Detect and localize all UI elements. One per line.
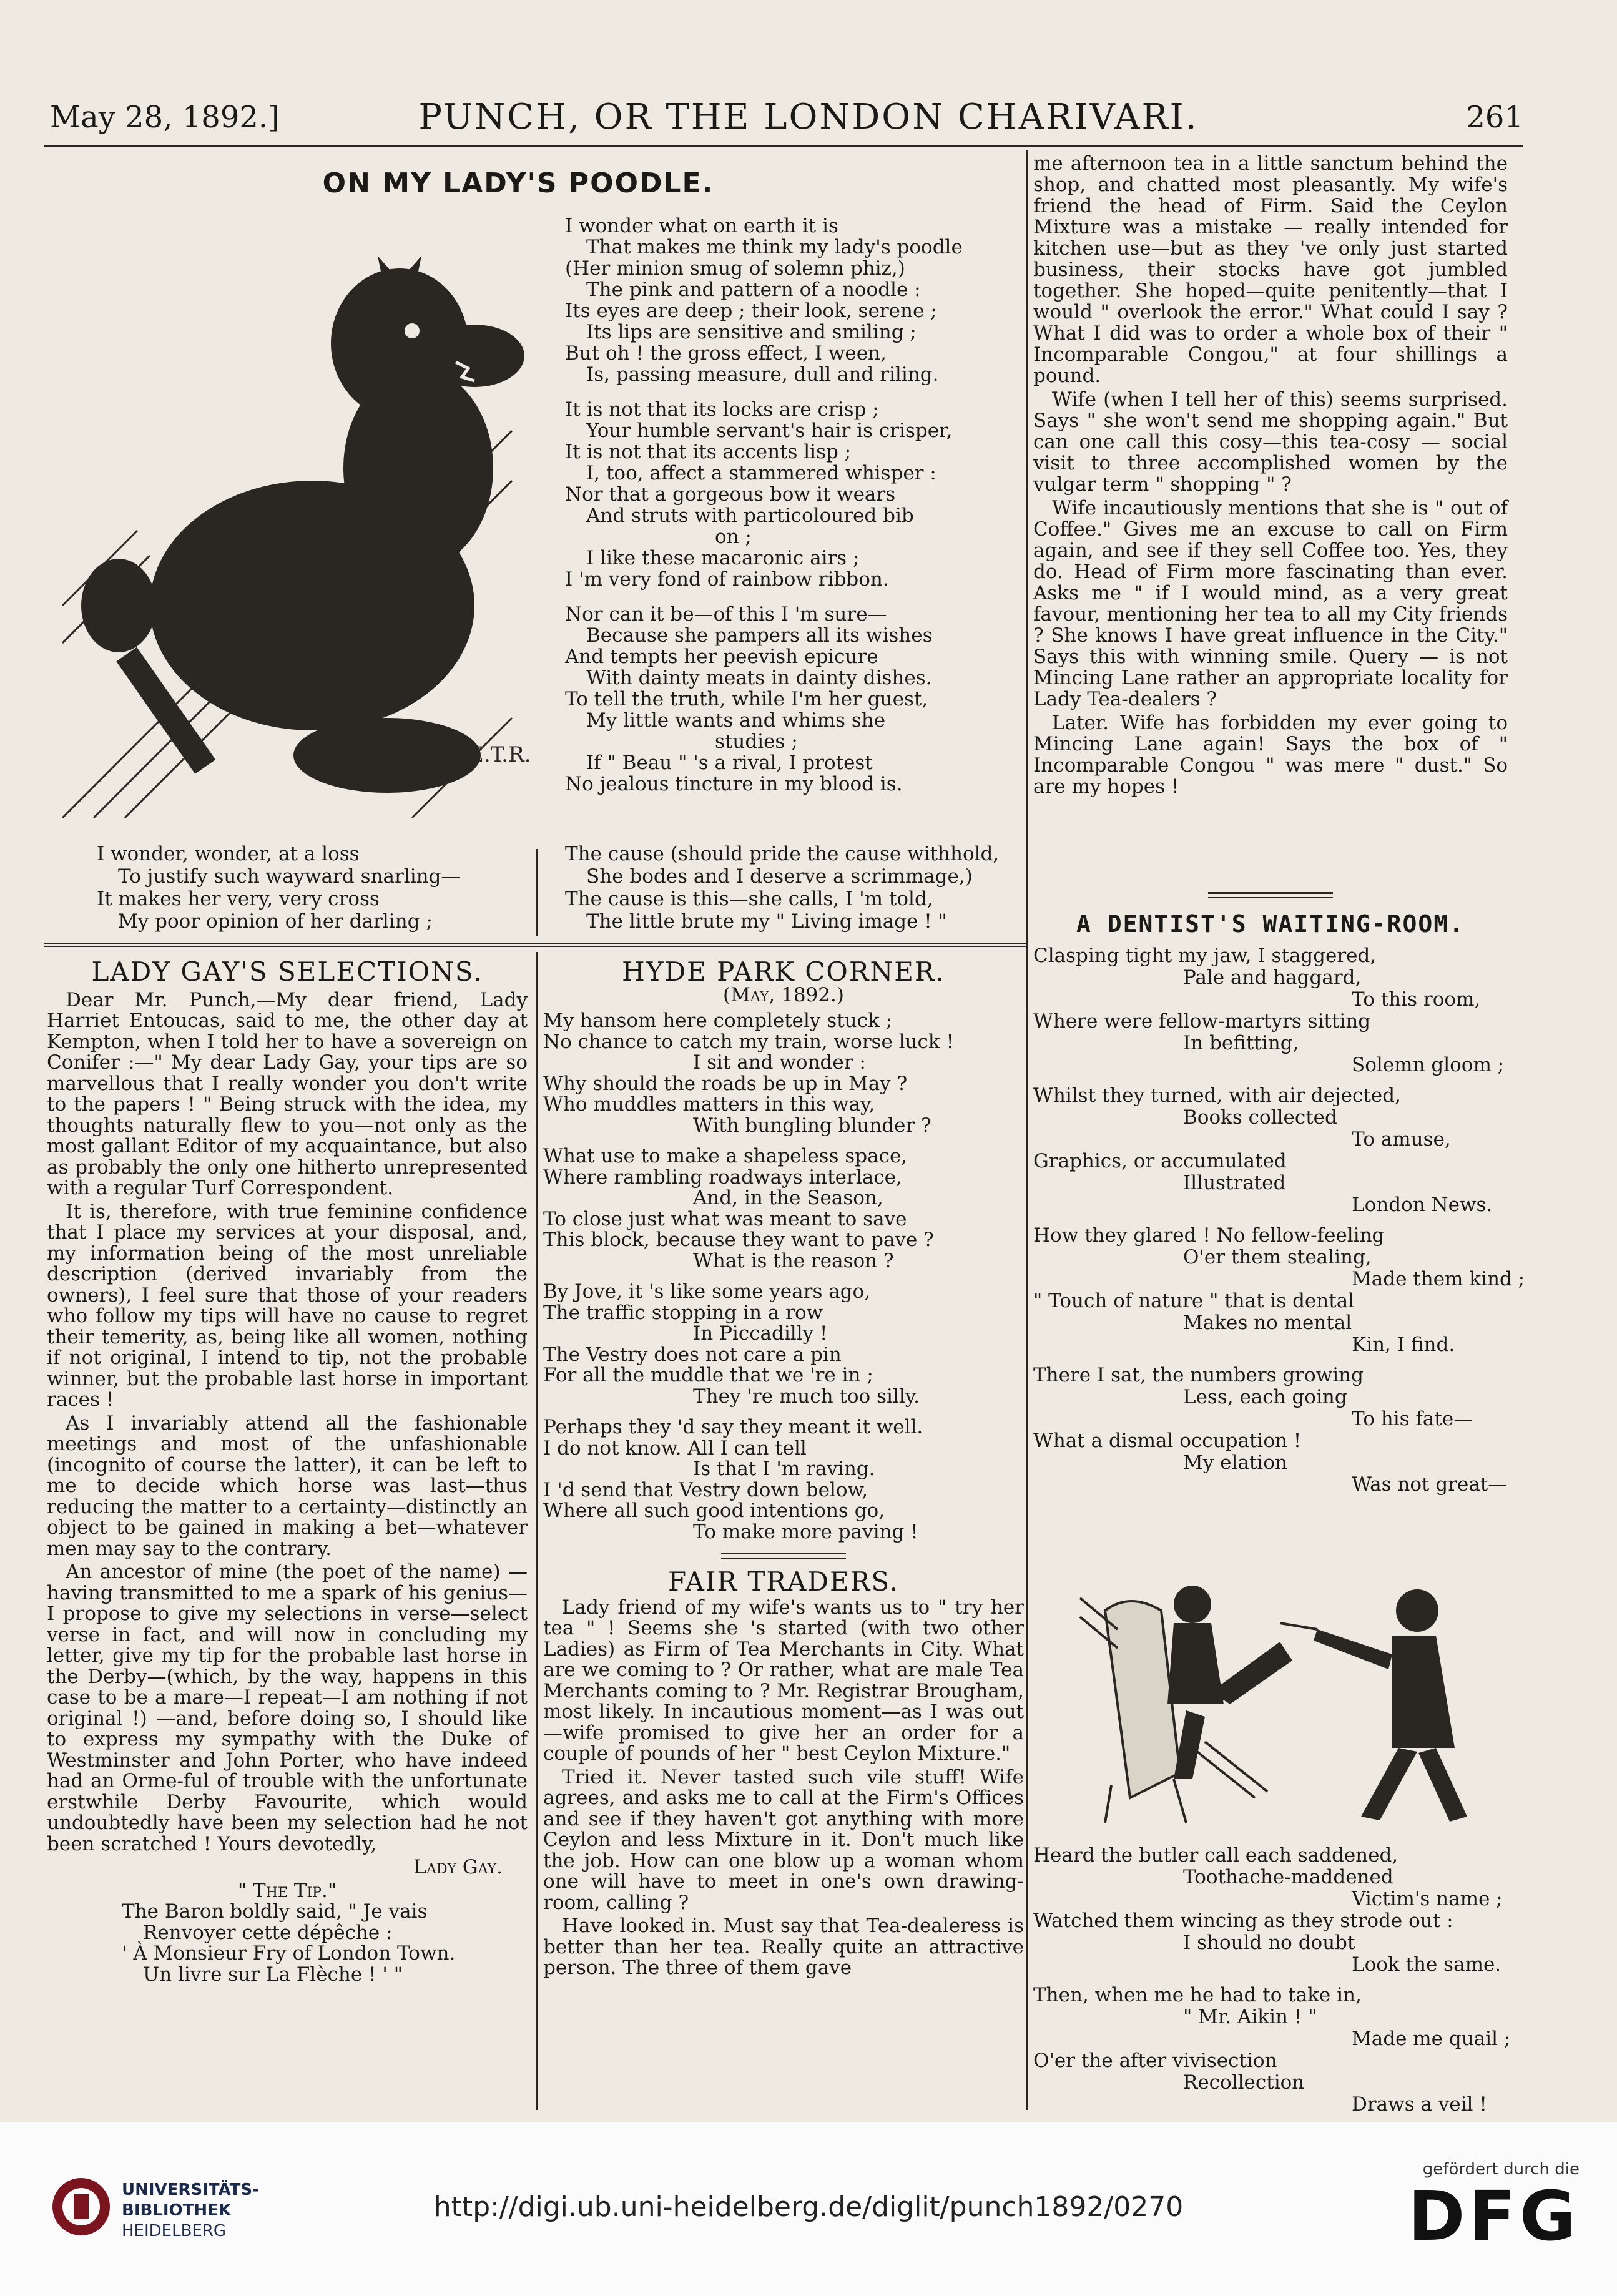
verse-line: That makes me think my lady's poodle [586, 236, 963, 258]
section-rule-upper [44, 943, 1026, 944]
fair-traders-title: FAIR TRADERS. [668, 1566, 899, 1597]
verse-line: Renvoyer cette dépêche : [143, 1921, 393, 1944]
verse-line: (Her minion smug of solemn phiz,) [565, 257, 905, 280]
hyde-park-verses [543, 1011, 1024, 1543]
funder-note: gefördert durch die [1422, 2160, 1580, 2179]
masthead-title: PUNCH, OR THE LONDON CHARIVARI. [418, 97, 1199, 137]
verse-line: It makes her very, very cross [97, 888, 380, 910]
column-rule-right [1026, 150, 1028, 2110]
verse-line: Its lips are sensitive and smiling ; [586, 321, 917, 343]
verse-line: Graphics, or accumulated [1033, 1150, 1287, 1172]
poodle-illustration [37, 206, 537, 830]
verse-line: To this room, [1352, 988, 1481, 1011]
verse-line: Illustrated [1183, 1172, 1286, 1194]
verse-line: The cause (should pride the cause withhold, [565, 843, 1000, 865]
verse-line: Heard the butler call each saddened, [1033, 1844, 1398, 1867]
verse-line: Your humble servant's hair is crisper, [586, 419, 953, 442]
page-number: 261 [1466, 100, 1523, 135]
lady-gay-block [47, 956, 528, 1986]
verse-line: studies ; [715, 730, 798, 753]
paragraph: Later. Wife has forbidden my ever going to Mincing Lane again! Says the box of " Incomparable Congou " was mere " dust." So are my hopes ! [1033, 712, 1508, 798]
verse-line: The Baron boldly said, " Je vais [122, 1900, 428, 1923]
dentist-block [1033, 877, 1525, 1504]
hyde-park-block [543, 956, 1024, 1981]
verse-line: " Touch of nature " that is dental [1033, 1290, 1355, 1312]
verse-line: Books collected [1183, 1106, 1337, 1129]
verse-line: There I sat, the numbers growing [1033, 1364, 1364, 1386]
verse-line: Kin, I find. [1352, 1333, 1455, 1356]
verse-line: It is not that its locks are crisp ; [565, 398, 879, 421]
verse-line: I should no doubt [1183, 1931, 1355, 1954]
lady-gay-signature: Lady Gay. [413, 1856, 503, 1878]
fair-traders-paragraphs [543, 1597, 1024, 1979]
verse-line: What a dismal occupation ! [1033, 1430, 1302, 1452]
fair-traders-continued [1033, 153, 1508, 800]
verse-line: I sit and wonder : [693, 1051, 866, 1074]
column-rule-short [536, 849, 538, 936]
verse-line: Un livre sur La Flèche ! ' " [143, 1963, 403, 1986]
verse-line: Because she pampers all its wishes [586, 624, 933, 647]
library-name-line2: BIBLIOTHEK [122, 2201, 232, 2220]
verse-line: Perhaps they 'd say they meant it well. [543, 1416, 923, 1438]
paragraph: Tried it. Never tasted such vile stuff! Wife agrees, and asks me to call at the Firm's Offices and see if they haven't got anything with more Ceylon and less Mixture in it. Don't much like the job. How can one blow up a woman whom one will have to meet in one's own drawing-room, calling ? [543, 1765, 1024, 1914]
library-name-line1: UNIVERSITÄTS- [122, 2181, 259, 2199]
verse-line: To justify such wayward snarling— [118, 865, 461, 888]
artist-mark: E.T.R. [468, 742, 531, 767]
library-name-line3: HEIDELBERG [122, 2222, 227, 2240]
verse-line: I do not know. All I can tell [543, 1436, 807, 1460]
verse-line: Nor can it be—of this I 'm sure— [565, 603, 887, 626]
verse-line: The little brute my " Living image ! " [586, 910, 947, 933]
dentist-illustration [1068, 1561, 1492, 1835]
lady-gay-title: LADY GAY'S SELECTIONS. [91, 956, 483, 987]
verse-line: What use to make a shapeless space, [543, 1145, 908, 1167]
verse-line: This block, because they want to pave ? [543, 1229, 934, 1251]
paragraph: Wife (when I tell her of this) seems surprised. Says " she won't send me shopping again." But can one call this cosy—this tea-cosy — social visit to three accomplished women by the vulgar term " shopping " ? [1033, 388, 1508, 496]
footer-bar [0, 2122, 1617, 2296]
verse-line: Made them kind ; [1352, 1268, 1525, 1290]
stanza [1033, 1365, 1508, 1496]
verse-line: I like these macaronic airs ; [586, 547, 860, 569]
stanza [565, 399, 1021, 590]
verse-line: In befitting, [1183, 1032, 1299, 1054]
verse-line: My little wants and whims she [586, 709, 886, 732]
verse-line: on ; [715, 526, 752, 548]
stanza [543, 1417, 1024, 1543]
verse-line: Then, when me he had to take in, [1033, 1984, 1362, 2006]
verse-line: She bodes and I deserve a scrimmage,) [586, 865, 973, 888]
verse-line: The pink and pattern of a noodle : [586, 278, 921, 301]
verse-line: Victim's name ; [1352, 1888, 1503, 1910]
stanza [1033, 1085, 1508, 1216]
section-divider [1208, 892, 1333, 898]
stanza [543, 1146, 1024, 1272]
source-url-link[interactable]: http://digi.ub.uni-heidelberg.de/diglit/punch1892/0270 [433, 2191, 1184, 2223]
paragraph: me afternoon tea in a little sanctum behind the shop, and chatted most pleasantly. My wife's friend the head of Firm. Said the Ceylon Mixture was a mistake — really intended for kitchen use—but as they 've only just started business, their stocks have got jumbled together. She hoped—quite penitently—that I would " overlook the error." What could I say ? What I did was to order a whole box of their " Incomparable Congou," at four shillings a pound. [1033, 152, 1508, 387]
tip-title: " The Tip." [237, 1879, 337, 1902]
verse-line: Recollection [1183, 2071, 1305, 2094]
verse-line: Is that I 'm raving. [693, 1458, 875, 1480]
verse-line: If " Beau " 's a rival, I protest [586, 752, 873, 774]
verse-line: London News. [1352, 1194, 1493, 1216]
stanza [1033, 1845, 1508, 1976]
stanza [565, 215, 1021, 385]
poodle-title: ON MY LADY'S POODLE. [322, 167, 714, 199]
poodle-left-stanza [97, 843, 528, 933]
verse-line: " Mr. Aikin ! " [1183, 2006, 1317, 2028]
verse-line: I 'm very fond of rainbow ribbon. [565, 568, 889, 591]
paragraph: Dear Mr. Punch,—My dear friend, Lady Harriet Entoucas, said to me, the other day at Kempton, when I told her to have a sovereign on Conifer :—" My dear Lady Gay, your tips are so marvellous that I really wonder you don't write to the papers ! " Being struck with the idea, my thoughts naturally flew to you—not only as the most gallant Editor of my acquaintance, but also as probably the only one hitherto unrepresented with a regular Turf Correspondent. [47, 988, 528, 1199]
verse-line: By Jove, it 's like some years ago, [543, 1280, 871, 1303]
column-rule-middle [536, 952, 538, 2110]
stanza [543, 1282, 1024, 1407]
verse-line: O'er the after vivisection [1033, 2049, 1277, 2072]
verse-line: I 'd send that Vestry down below, [543, 1478, 868, 1501]
verse-line: No chance to catch my train, worse luck ! [543, 1030, 955, 1053]
verse-line: To make more paving ! [693, 1520, 918, 1543]
stanza [1033, 1224, 1525, 1356]
verse-line: Draws a veil ! [1352, 2093, 1487, 2116]
tip-verse [47, 1901, 528, 1985]
hyde-park-subtitle: (May, 1892.) [723, 983, 844, 1006]
verse-line: No jealous tincture in my blood is. [565, 773, 903, 795]
verse-line: I wonder, wonder, at a loss [97, 843, 360, 865]
stanza [543, 1011, 1024, 1136]
issue-date: May 28, 1892.] [50, 100, 280, 135]
verse-line: The cause is this—she calls, I 'm told, [565, 888, 933, 910]
verse-line: Makes no mental [1183, 1312, 1352, 1334]
verse-line: Its eyes are deep ; their look, serene ; [565, 300, 937, 322]
verse-line: It is not that its accents lisp ; [565, 441, 852, 463]
verse-line: They 're much too silly. [693, 1385, 920, 1408]
verse-line: To tell the truth, while I'm her guest, [565, 688, 928, 710]
verse-line: Where were fellow-martyrs sitting [1033, 1010, 1371, 1033]
verse-line: My elation [1183, 1451, 1287, 1474]
verse-line: Nor that a gorgeous bow it wears [565, 483, 896, 506]
verse-line: How they glared ! No fellow-feeling [1033, 1224, 1385, 1247]
verse-line: I wonder what on earth it is [565, 215, 838, 237]
verse-line: Watched them wincing as they strode out : [1033, 1910, 1453, 1932]
verse-line: Solemn gloom ; [1352, 1054, 1505, 1076]
verse-line: What is the reason ? [693, 1249, 894, 1272]
section-rule-upper-2 [44, 946, 1026, 947]
verse-line: For all the muddle that we 're in ; [543, 1364, 873, 1386]
poodle-title-block [318, 167, 1018, 199]
masthead-rule [44, 145, 1523, 147]
verse-line: To amuse, [1352, 1128, 1451, 1150]
verse-line: Look the same. [1352, 1953, 1501, 1976]
verse-line: My hansom here completely stuck ; [543, 1009, 893, 1032]
verse-line: Less, each going [1183, 1386, 1347, 1408]
verse-line: And tempts her peevish epicure [565, 645, 878, 668]
dfg-logo: DFG [1408, 2176, 1580, 2256]
verse-line: With dainty meats in dainty dishes. [586, 667, 932, 689]
lady-gay-paragraphs [47, 990, 528, 1855]
verse-line: Is, passing measure, dull and riling. [586, 363, 939, 386]
verse-line: And struts with particoloured bib [586, 504, 914, 527]
dentist-verses-lower [1033, 1844, 1511, 2124]
stanza [1033, 1984, 1511, 2116]
stanza [565, 604, 1021, 795]
verse-line: I, too, affect a stammered whisper : [586, 462, 936, 484]
verse-line: Where rambling roadways interlace, [543, 1165, 902, 1189]
paragraph: As I invariably attend all the fashionable meetings and most of the unfashionable (incognito of course the latter), it can be left to me to decide which horse was last—thus reducing the matter to a certainty—distinctly an object to be gained in making a bet—whatever men may say to the contrary. [47, 1411, 528, 1560]
verse-line: But oh ! the gross effect, I ween, [565, 342, 887, 365]
paragraph: Have looked in. Must say that Tea-dealeress is better than her tea. Really quite an attractive person. The three of them gave [543, 1915, 1024, 1979]
stanza [1033, 945, 1508, 1076]
verse-line: To his fate— [1352, 1408, 1473, 1430]
verse-line: Toothache-maddened [1183, 1866, 1393, 1888]
verse-line: The Vestry does not care a pin [543, 1343, 842, 1366]
verse-line: Why should the roads be up in May ? [543, 1072, 908, 1095]
dentist-title: A DENTIST'S WAITING-ROOM. [1076, 910, 1465, 938]
verse-line: Clasping tight my jaw, I staggered, [1033, 944, 1377, 967]
paragraph: An ancestor of mine (the poet of the name) —having transmitted to me a spark of his genius—I propose to give my selections in verse—select verse in fact, and will now in concluding my letter, give my tip for the probable last horse in the Derby—(which, by the way, happens in this case to be a mare—I repeat—I am nothing if not original !) —and, before doing so, I should like to express my sympathy with the Duke of Westminster and John Porter, who have indeed had an Orme-ful of trouble with the unfortunate erstwhile Derby Favourite, which would undoubtedly have been my selection had he not been scratched ! Yours devotedly, [47, 1561, 528, 1855]
section-divider-middle [721, 1553, 846, 1559]
verse-line: Whilst they turned, with air dejected, [1033, 1084, 1401, 1107]
verse-line: In Piccadilly ! [693, 1322, 828, 1345]
verse-line: O'er them stealing, [1183, 1246, 1372, 1268]
paragraph: Wife incautiously mentions that she is " out of Coffee." Gives me an excuse to call on Firm again, and see if they sell Coffee too. Yes, they do. Head of Firm more fascinating than ever. Asks me " if I would mind, as a very great favour, mentioning her tea to all my City friends ? She knows I have great influence in the City." Says this with winning smile. Query — is not Mincing Lane rather an appropriate locality for Lady Tea-dealers ? [1033, 497, 1508, 710]
verse-line: ' À Monsieur Fry of London Town. [122, 1942, 456, 1965]
hyde-park-title: HYDE PARK CORNER. [622, 956, 945, 987]
verse-line: My poor opinion of her darling ; [118, 910, 433, 933]
verse-line: Was not great— [1352, 1473, 1508, 1496]
poodle-verses [565, 215, 1021, 808]
funder-logo [1392, 2160, 1580, 2266]
dentist-verses-upper [1033, 944, 1525, 1496]
verse-line: Made me quail ; [1352, 2028, 1511, 2050]
verse-line: Who muddles matters in this way, [543, 1093, 875, 1116]
paragraph: It is, therefore, with true feminine confidence that I place my services at your disposal, and, my information being of the most unreliable description (derived invariably from the owners), I feel sure that those of your readers who follow my tips will have no cause to regret their temerity, as, being like all women, nothing if not original, I intend to tip, not the probable winner, but the probable last horse in important races ! [47, 1200, 528, 1411]
verse-line: Pale and haggard, [1183, 966, 1362, 989]
verse-line: Where all such good intentions go, [543, 1499, 885, 1522]
verse-line: And, in the Season, [693, 1187, 883, 1209]
verse-line: With bungling blunder ? [693, 1114, 931, 1137]
verse-line: To close just what was meant to save [543, 1207, 907, 1230]
poodle-right-stanza [565, 843, 1021, 933]
paragraph: Lady friend of my wife's wants us to " try her tea " ! Seems she 's started (with two other Ladies) as Firm of Tea Merchants in City. What are we coming to ? Or rather, what are male Tea Merchants coming to ? Mr. Registrar Brougham, most likely. In incautious moment—as I was out—wife promised to give her an order for a couple of pounds of her " best Ceylon Mixture." [543, 1596, 1024, 1765]
verse-line: The traffic stopping in a row [543, 1301, 823, 1324]
